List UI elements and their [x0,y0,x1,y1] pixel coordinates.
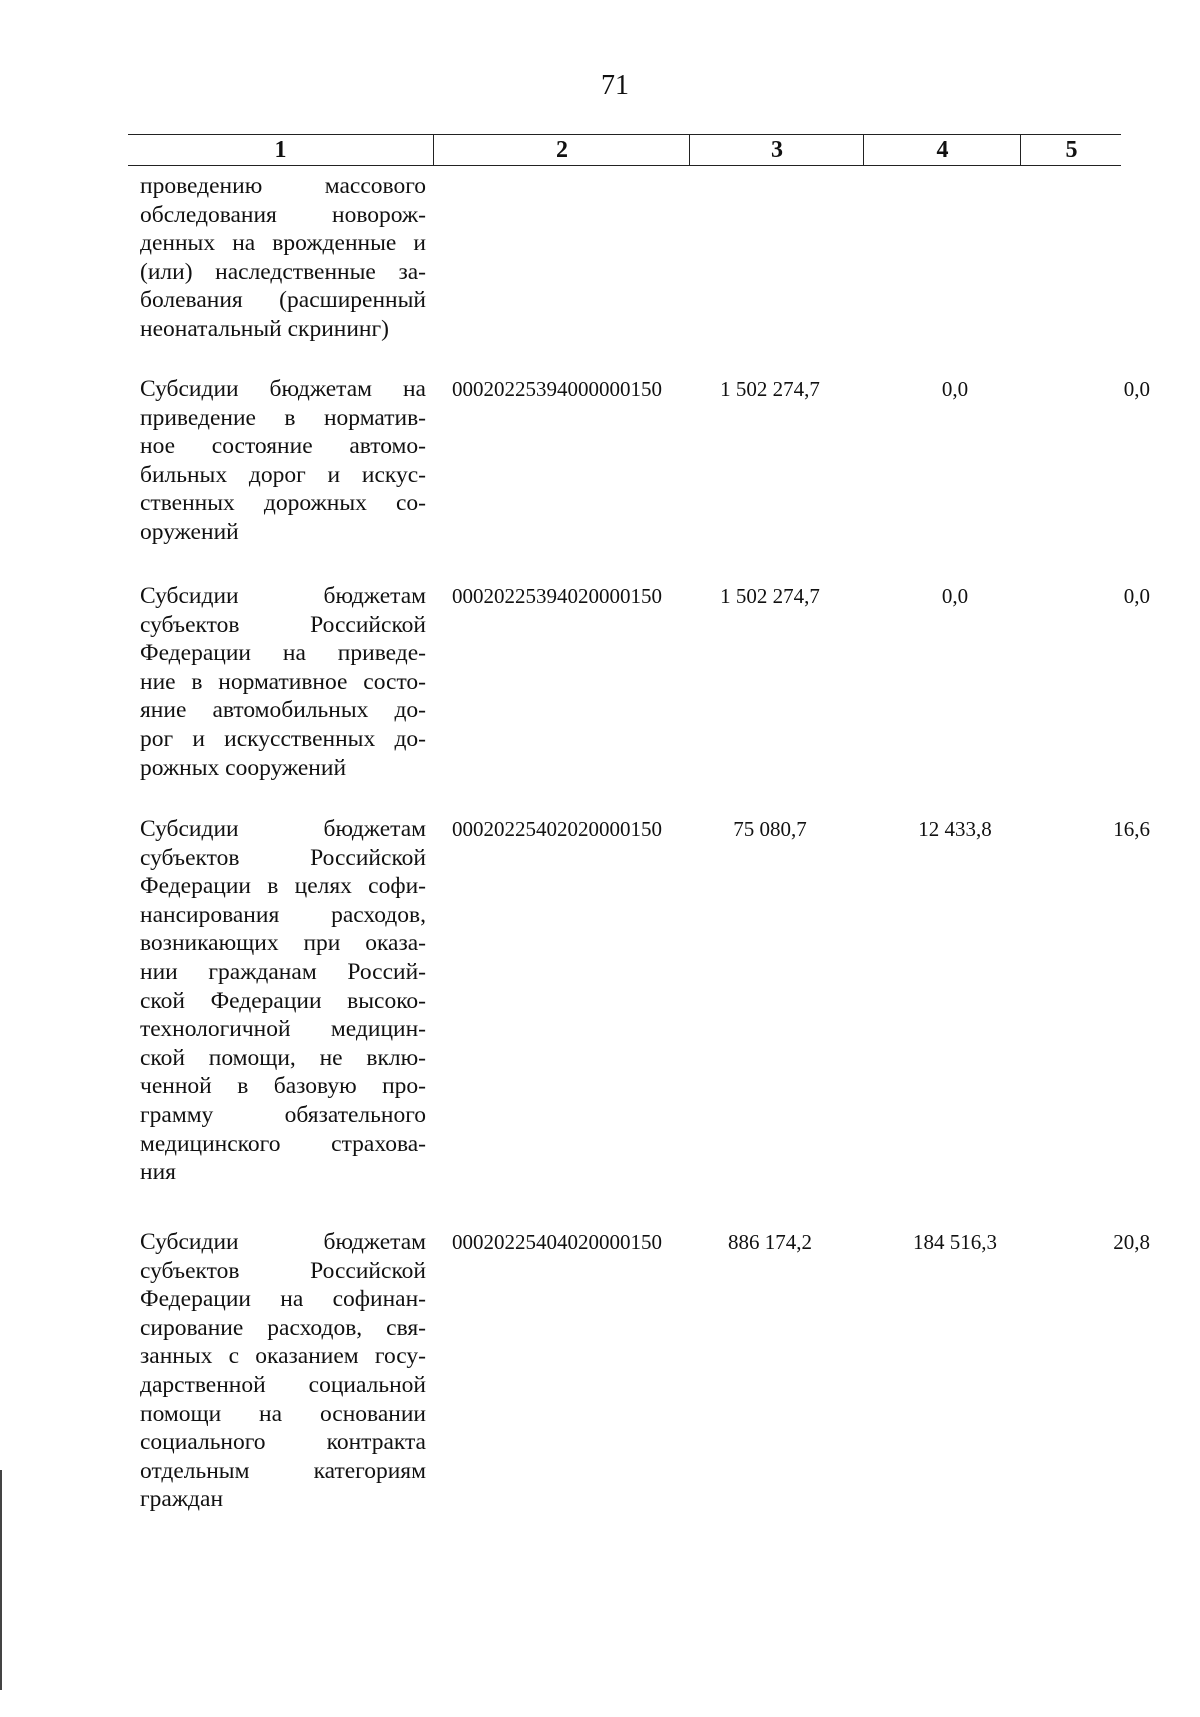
row-description [140,375,426,547]
desc-line: оружений [140,518,239,545]
desc-line: субъектов Российской [140,1257,426,1284]
desc-line: отдельным категориям [140,1457,426,1484]
desc-line: обследования новорож- [140,201,426,228]
row-description [140,815,426,1187]
desc-line: денных на врожденные и [140,230,426,257]
col4-value: 184 516,3 [913,1230,997,1254]
budget-code: 00020225402020000150 [452,817,662,841]
desc-line: ния [140,1159,176,1186]
desc-line: сирование расходов, свя- [140,1314,426,1341]
desc-line: ние в нормативное состо- [140,668,426,695]
col3-value: 1 502 274,7 [720,584,820,608]
desc-line: приведение в норматив- [140,404,426,431]
header-col-2: 2 [433,135,690,165]
desc-line: технологичной медицин- [140,1016,426,1043]
desc-line: Федерации на приведе- [140,640,426,667]
row-description [140,1228,426,1514]
desc-line: нансирования расходов, [140,901,426,928]
desc-line: ное состояние автомо- [140,433,426,460]
header-col-1: 1 [274,137,287,163]
col5-value: 0,0 [1123,584,1150,608]
budget-code: 00020225394020000150 [452,584,662,608]
desc-line: дарственной социальной [140,1371,426,1398]
header-col-3: 3 [689,135,864,165]
desc-line: ственных дорожных со- [140,490,426,517]
desc-line: ской помощи, не вклю- [140,1044,426,1071]
row-description [140,582,426,782]
desc-line: проведению массового [140,173,426,199]
desc-line: Федерации на софинан- [140,1286,426,1313]
desc-line: занных с оказанием госу- [140,1343,426,1370]
scan-edge-mark [0,1470,2,1690]
desc-line: (или) наследственные за- [140,258,426,285]
desc-line: возникающих при оказа- [140,930,426,957]
desc-line: Субсидии бюджетам на [140,376,426,402]
col3-value: 886 174,2 [728,1230,812,1254]
desc-line: яние автомобильных до- [140,697,426,724]
desc-line: Субсидии бюджетам [140,583,426,609]
desc-line: субъектов Российской [140,844,426,871]
desc-line: Субсидии бюджетам [140,816,426,842]
col4-value: 0,0 [941,377,969,401]
desc-line: бильных дорог и искус- [140,461,426,488]
budget-code: 00020225404020000150 [452,1230,662,1254]
desc-line: субъектов Российской [140,611,426,638]
header-col-5: 5 [1020,135,1122,165]
header-col-4: 4 [863,135,1021,165]
desc-line: Субсидии бюджетам [140,1229,426,1255]
desc-line: Федерации в целях софи- [140,873,426,900]
col5-value: 0,0 [1123,377,1150,401]
desc-line: неонатальный скрининг) [140,315,389,342]
col3-value: 75 080,7 [733,817,807,841]
col4-value: 12 433,8 [918,817,992,841]
page-number: 71 [601,70,629,101]
desc-line: рог и искусственных до- [140,725,426,752]
desc-line: ской Федерации высоко- [140,987,426,1014]
desc-line: грамму обязательного [140,1101,426,1128]
desc-line: граждан [140,1486,224,1513]
col3-value: 1 502 274,7 [720,377,820,401]
row-description [140,172,426,344]
col5-value: 20,8 [1113,1230,1150,1254]
desc-line: медицинского страхова- [140,1130,426,1157]
desc-line: ченной в базовую про- [140,1073,426,1100]
col4-value: 0,0 [941,584,969,608]
desc-line: социального контракта [140,1429,426,1456]
budget-code: 00020225394000000150 [452,377,662,401]
desc-line: болевания (расширенный [140,287,426,314]
col5-value: 16,6 [1113,817,1150,841]
desc-line: рожных сооружений [140,754,347,781]
desc-line: нии гражданам Россий- [140,958,426,985]
table-header [128,134,1121,166]
desc-line: помощи на основании [140,1400,426,1427]
